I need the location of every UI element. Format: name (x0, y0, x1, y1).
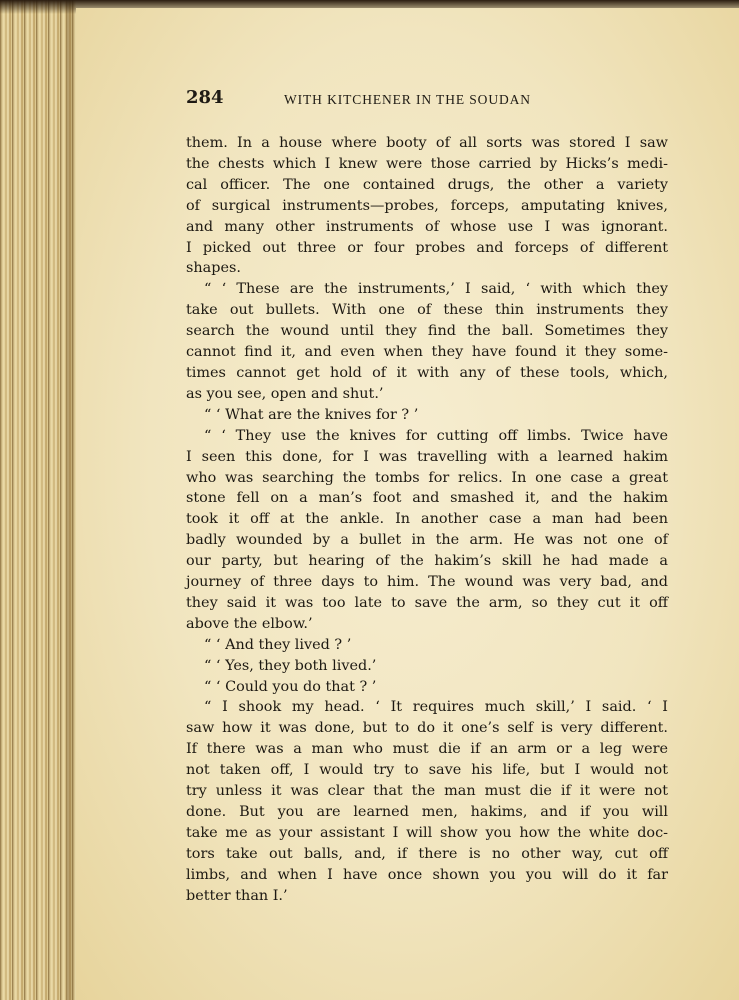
text-line: badly wounded by a bullet in the arm. He was not one of (186, 532, 668, 549)
text-line: take me as your assistant I will show you how the white doc- (186, 824, 668, 841)
text-line: “ ‘ These are the instruments,’ I said, ‘ with which they (204, 281, 668, 298)
text-line: search the wound until they find the ball. Sometimes they (186, 323, 668, 340)
text-line: done. But you are learned men, hakims, and if you will (186, 804, 668, 820)
text-line: and many other instruments of whose use I was ignorant. (186, 218, 668, 235)
text-line: not taken off, I would try to save his life, but I would not (186, 762, 668, 779)
text-line: “ ‘ What are the knives for ? ’ (204, 406, 419, 423)
text-line: shapes. (186, 260, 241, 277)
text-line: they said it was too late to save the arm, so they cut it off (186, 594, 668, 611)
text-line: limbs, and when I have once shown you you will do it far (186, 866, 668, 883)
text-line: tors take out balls, and, if there is no other way, cut off (186, 845, 668, 862)
text-line: them. In a house where booty of all sorts was stored I saw (186, 135, 668, 151)
text-line: our party, but hearing of the hakim’s skill he had made a (186, 553, 668, 570)
text-line: as you see, open and shut.’ (186, 385, 384, 402)
text-line: “ ‘ Could you do that ? ’ (204, 678, 377, 695)
text-line: saw how it was done, but to do it one’s self is very different. (186, 720, 668, 737)
text-line: times cannot get hold of it with any of these tools, which, (186, 364, 668, 381)
book-page (76, 8, 739, 1000)
text-line: try unless it was clear that the man must die if it were not (186, 783, 668, 800)
text-line: above the elbow.’ (186, 615, 313, 632)
text-line: of surgical instruments—probes, forceps, amputating knives, (186, 197, 668, 214)
running-head: WITH KITCHENER IN THE SOUDAN (284, 92, 531, 107)
text-line: I picked out three or four probes and forceps of different (186, 239, 668, 256)
page-edges (0, 0, 76, 1000)
text-line: If there was a man who must die if an arm or a leg were (186, 741, 668, 758)
text-line: take out bullets. With one of these thin instruments they (186, 302, 668, 319)
text-line: cannot find it, and even when they have found it they some- (186, 344, 668, 361)
text-line: “ I shook my head. ‘ It requires much skill,’ I said. ‘ I (204, 699, 668, 716)
text-line: stone fell on a man’s foot and smashed it, and the hakim (186, 490, 668, 507)
text-line: better than I.’ (186, 887, 288, 904)
page-number: 284 (186, 87, 224, 108)
text-line: “ ‘ Yes, they both lived.’ (204, 657, 377, 674)
body-text (186, 133, 668, 907)
text-line: took it off at the ankle. In another case a man had been (186, 511, 668, 528)
text-line: who was searching the tombs for relics. In one case a great (186, 469, 668, 486)
text-line: journey of three days to him. The wound was very bad, and (186, 574, 668, 591)
text-line: I seen this done, for I was travelling with a learned hakim (186, 448, 668, 465)
text-line: “ ‘ And they lived ? ’ (204, 636, 352, 653)
page-header (186, 87, 656, 112)
text-line: the chests which I knew were those carried by Hicks’s medi- (186, 155, 668, 172)
text-line: cal officer. The one contained drugs, the other a variety (186, 176, 668, 193)
text-line: “ ‘ They use the knives for cutting off limbs. Twice have (204, 427, 668, 444)
